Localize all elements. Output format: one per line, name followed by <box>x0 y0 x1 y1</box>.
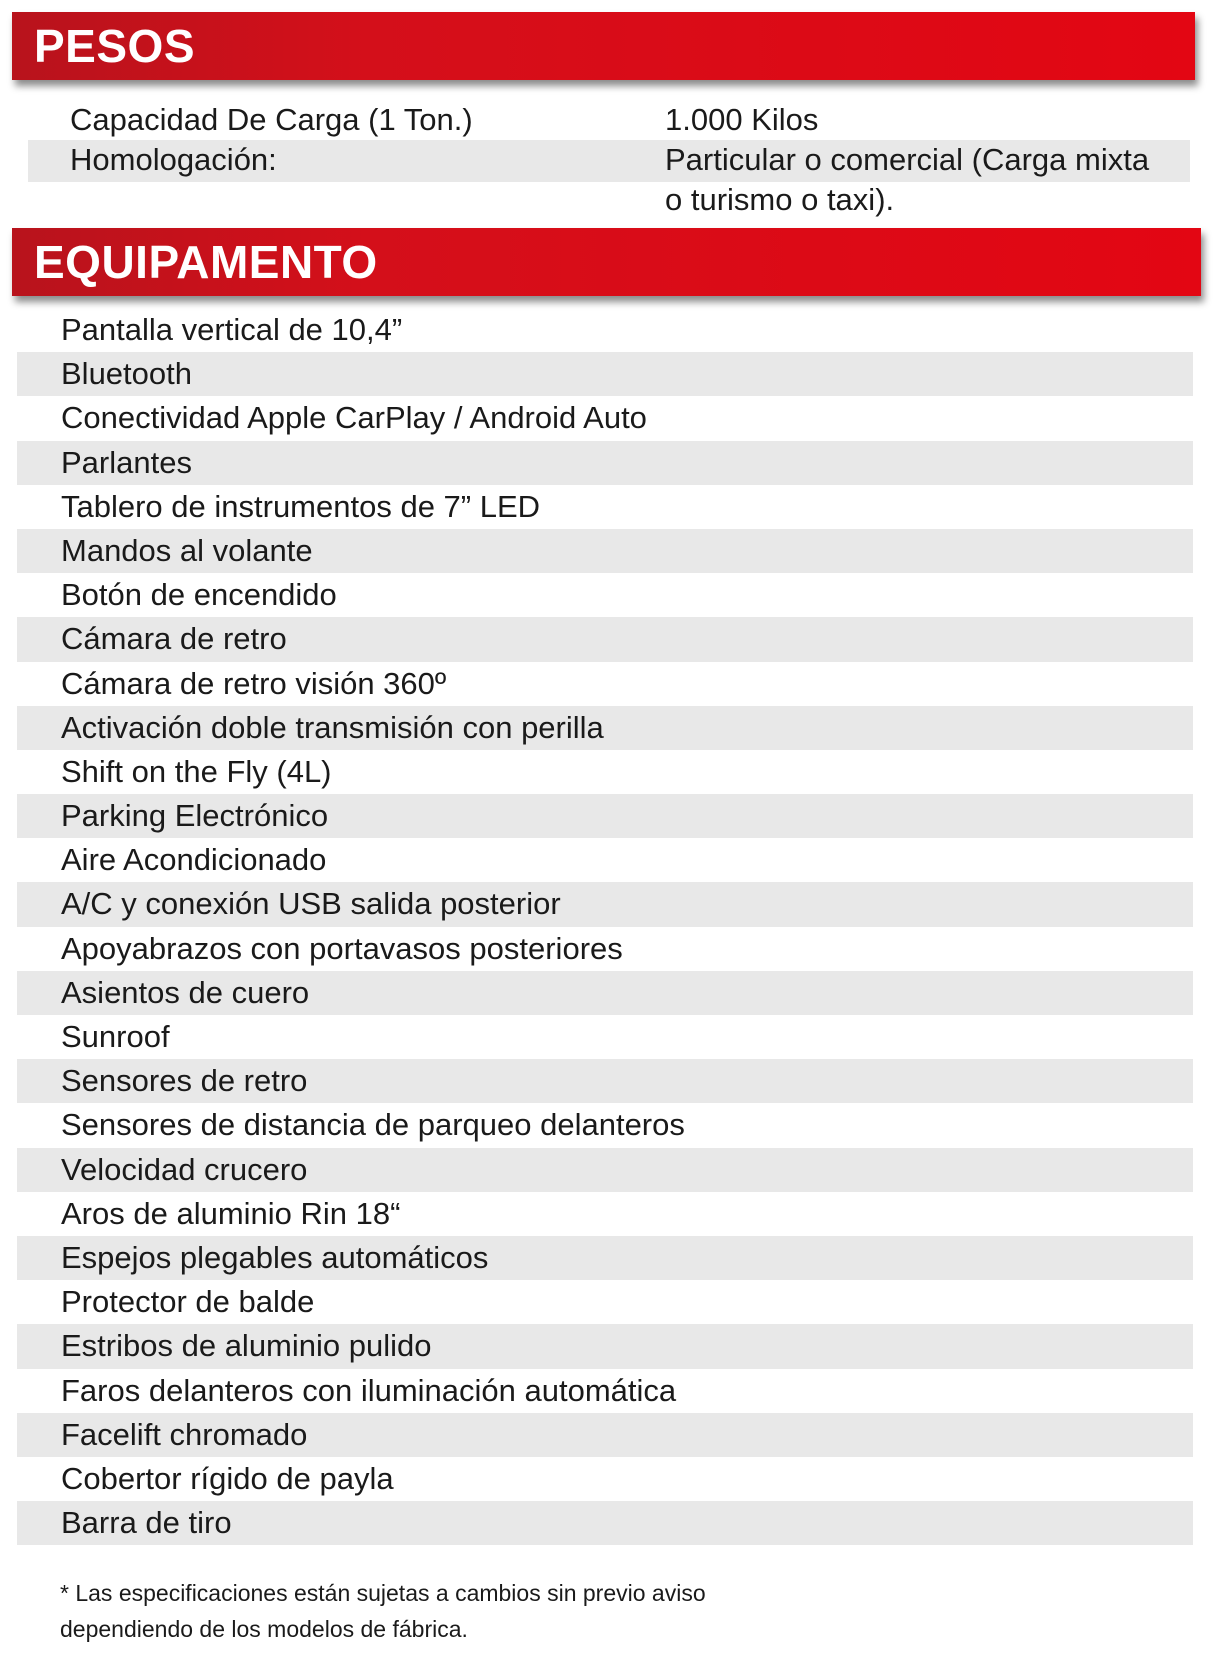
equipamento-item: Tablero de instrumentos de 7” LED <box>61 488 541 524</box>
equipamento-item: Parking Electrónico <box>17 794 1193 838</box>
equipamento-item: Aros de aluminio Rin 18“ <box>61 1195 401 1231</box>
pesos-value: 1.000 Kilos <box>665 102 819 137</box>
pesos-label: Homologación: <box>70 142 277 177</box>
equipamento-section-banner <box>12 228 1201 296</box>
equipamento-item: Shift on the Fly (4L) <box>61 753 332 789</box>
equipamento-item: Sensores de retro <box>17 1059 1193 1103</box>
equipamento-item: Conectividad Apple CarPlay / Android Auto <box>61 400 647 436</box>
equipamento-item: Sensores de distancia de parqueo delanteros <box>61 1107 685 1143</box>
pesos-row-capacidad <box>28 100 1190 140</box>
pesos-title: PESOS <box>34 20 196 72</box>
equipamento-item: Protector de balde <box>61 1284 315 1320</box>
equipamento-item: Apoyabrazos con portavasos posteriores <box>61 930 623 966</box>
equipamento-item: Barra de tiro <box>17 1501 1193 1545</box>
equipamento-title: EQUIPAMENTO <box>34 236 378 288</box>
equipamento-item: Cámara de retro <box>17 617 1193 661</box>
equipamento-list <box>17 308 1193 1545</box>
equipamento-item: Velocidad crucero <box>17 1148 1193 1192</box>
equipamento-item: Sunroof <box>61 1019 170 1054</box>
equipamento-item: Estribos de aluminio pulido <box>17 1324 1193 1368</box>
equipamento-item: Asientos de cuero <box>17 971 1193 1015</box>
pesos-value: Particular o comercial (Carga mixta o turismo o taxi). <box>665 142 1150 217</box>
pesos-row-homologacion <box>28 140 1190 217</box>
footnote-line: dependiendo de los modelos de fábrica. <box>60 1616 468 1642</box>
equipamento-item: Aire Acondicionado <box>61 842 327 878</box>
equipamento-item: Espejos plegables automáticos <box>17 1236 1193 1280</box>
equipamento-item: Cámara de retro visión 360º <box>61 665 447 701</box>
pesos-label: Capacidad De Carga (1 Ton.) <box>70 102 473 137</box>
equipamento-item: Activación doble transmisión con perilla <box>17 706 1193 750</box>
pesos-section-banner <box>12 12 1195 80</box>
equipamento-item: Mandos al volante <box>17 529 1193 573</box>
footnote <box>60 1575 960 1647</box>
equipamento-item: Pantalla vertical de 10,4” <box>61 312 403 347</box>
equipamento-item: Facelift chromado <box>17 1413 1193 1457</box>
equipamento-item: Botón de encendido <box>61 577 337 613</box>
equipamento-item: Bluetooth <box>17 352 1193 396</box>
equipamento-item: Faros delanteros con iluminación automática <box>61 1372 677 1408</box>
footnote-line: * Las especificaciones están sujetas a cambios sin previo aviso <box>60 1580 706 1606</box>
equipamento-item: Cobertor rígido de payla <box>61 1460 394 1496</box>
equipamento-item: Parlantes <box>17 441 1193 485</box>
equipamento-item: A/C y conexión USB salida posterior <box>17 882 1193 926</box>
